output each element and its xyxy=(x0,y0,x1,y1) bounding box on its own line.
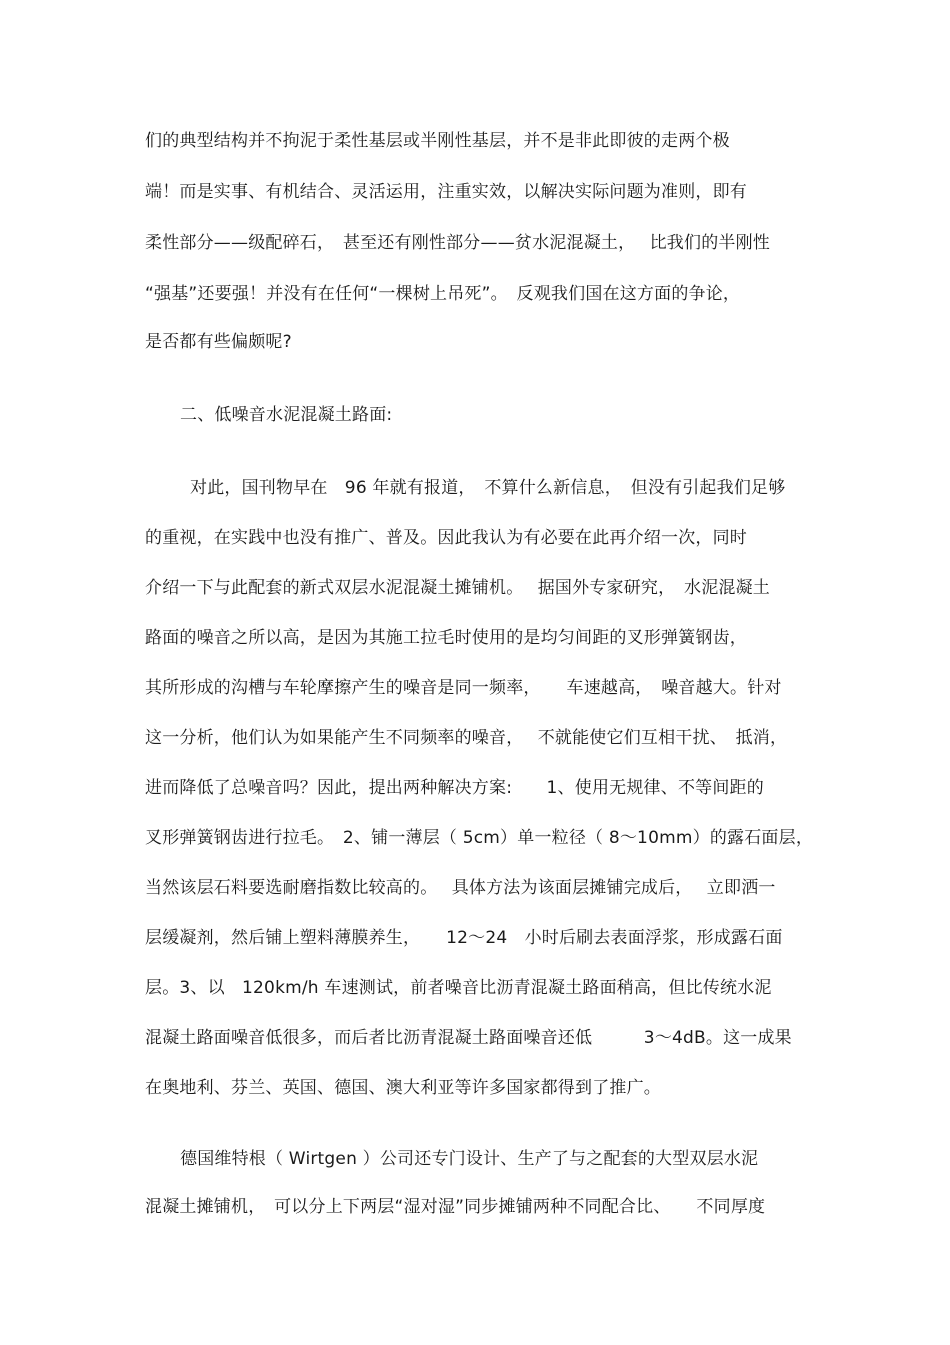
paragraph2-line-2: 的重视，在实践中也没有推广、普及。因此我认为有必要在此再介绍一次，同时 xyxy=(145,528,747,548)
paragraph2-line-5: 其所形成的沟槽与车轮摩擦产生的噪音是同一频率， 车速越高， 噪音越大。针对 xyxy=(145,678,782,698)
paragraph2-line-6: 这一分析，他们认为如果能产生不同频率的噪音， 不就能使它们互相干扰、 抵消， xyxy=(145,728,788,748)
paragraph1-line-2: 端！而是实事、有机结合、灵活运用，注重实效，以解决实际问题为准则，即有 xyxy=(145,182,747,202)
paragraph2-line-13: 在奥地利、芬兰、英国、德国、澳大利亚等许多国家都得到了推广。 xyxy=(145,1078,661,1098)
paragraph1-line-4: “强基”还要强！并没有在任何“一棵树上吊死”。 反观我们国在这方面的争论， xyxy=(145,284,741,304)
paragraph2-line-1: 对此，国刊物早在 96 年就有报道， 不算什么新信息， 但没有引起我们足够 xyxy=(190,478,786,498)
paragraph2-line-11: 层。3、以 120km/h 车速测试，前者噪音比沥青混凝土路面稍高，但比传统水泥 xyxy=(145,978,772,998)
paragraph3-line-2: 混凝土摊铺机， 可以分上下两层“湿对湿”同步摊铺两种不同配合比、 不同厚度 xyxy=(145,1197,766,1217)
paragraph2-line-9: 当然该层石料要选耐磨指数比较高的。 具体方法为该面层摊铺完成后， 立即洒一 xyxy=(145,878,776,898)
paragraph2-line-4: 路面的噪音之所以高，是因为其施工拉毛时使用的是均匀间距的叉形弹簧钢齿， xyxy=(145,628,747,648)
paragraph1-line-5: 是否都有些偏颇呢? xyxy=(145,332,292,352)
paragraph2-line-12: 混凝土路面噪音低很多，而后者比沥青混凝土路面噪音还低 3～4dB。这一成果 xyxy=(145,1028,792,1048)
section-heading: 二、低噪音水泥混凝土路面: xyxy=(180,405,393,425)
paragraph3-line-1: 德国维特根（ Wirtgen ）公司还专门设计、生产了与之配套的大型双层水泥 xyxy=(180,1149,759,1169)
paragraph1-line-1: 们的典型结构并不拘泥于柔性基层或半刚性基层，并不是非此即彼的走两个极 xyxy=(145,131,730,151)
paragraph2-line-7: 进而降低了总噪音吗？因此，提出两种解决方案: 1、使用无规律、不等间距的 xyxy=(145,778,764,798)
paragraph2-line-10: 层缓凝剂，然后铺上塑料薄膜养生， 12～24 小时后刷去表面浮浆，形成露石面 xyxy=(145,928,783,948)
paragraph2-line-3: 介绍一下与此配套的新式双层水泥混凝土摊铺机。 据国外专家研究， 水泥混凝土 xyxy=(145,578,771,598)
paragraph2-line-8: 叉形弹簧钢齿进行拉毛。 2、铺一薄层（ 5cm）单一粒径（ 8～10mm）的露石面层， xyxy=(145,828,814,848)
paragraph1-line-3: 柔性部分——级配碎石， 甚至还有刚性部分——贫水泥混凝土， 比我们的半刚性 xyxy=(145,233,771,253)
